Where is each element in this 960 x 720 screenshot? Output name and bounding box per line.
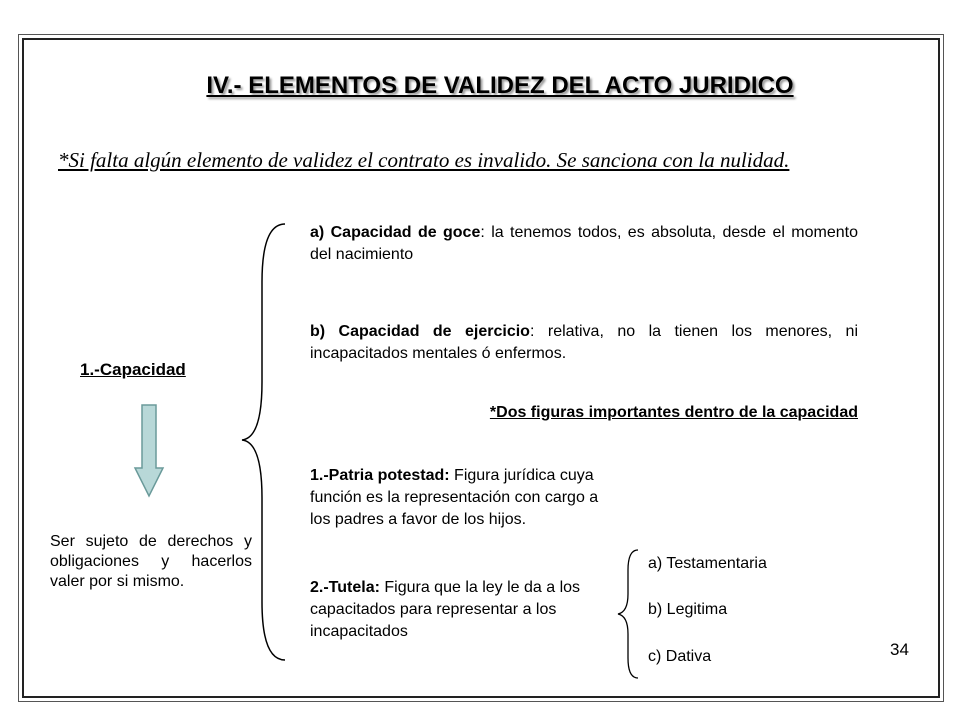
capacidad-heading: 1.-Capacidad: [80, 360, 186, 379]
tutela-legitima: b) Legitima: [648, 601, 728, 618]
capacidad-ejercicio-text: : relativa, no la tienen los menores, ni incapacitados mentales ó enfermos.: [310, 323, 859, 362]
tutela-label: 2.-Tutela:: [310, 579, 380, 596]
patria-potestad: [310, 465, 605, 531]
capacidad-goce-label: a) Capacidad de goce: [310, 224, 481, 241]
slide-title: IV.- ELEMENTOS DE VALIDEZ DEL ACTO JURIDICO: [206, 72, 794, 99]
capacity-brace: [240, 222, 290, 662]
capacidad-ejercicio-label: b) Capacidad de ejercicio: [310, 323, 530, 340]
tutela-testamentaria: a) Testamentaria: [648, 555, 767, 572]
patria-potestad-label: 1.-Patria potestad:: [310, 467, 450, 484]
down-arrow-icon: [134, 404, 164, 498]
tutela-brace: [616, 548, 640, 680]
dos-figuras-heading: *Dos figuras importantes dentro de la capacidad: [489, 404, 858, 421]
capacidad-goce: [310, 222, 858, 266]
patria-potestad-text: Figura jurídica cuya función es la representación con cargo a los padres a favor de los hijos.: [310, 467, 599, 528]
tutela-text: Figura que la ley le da a los capacitados para representar a los incapacitados: [310, 579, 581, 640]
nullity-note: *Si falta algún elemento de validez el contrato es invalido. Se sanciona con la nulidad.: [58, 148, 790, 172]
capacidad-goce-text: : la tenemos todos, es absoluta, desde el momento del nacimiento: [310, 224, 858, 263]
sujeto-derechos: Ser sujeto de derechos y obligaciones y hacerlos valer por si mismo.: [50, 533, 252, 590]
capacidad-ejercicio: [310, 321, 858, 365]
page-number: 34: [890, 640, 909, 659]
tutela-dativa: c) Dativa: [648, 648, 712, 665]
tutela: [310, 577, 605, 643]
